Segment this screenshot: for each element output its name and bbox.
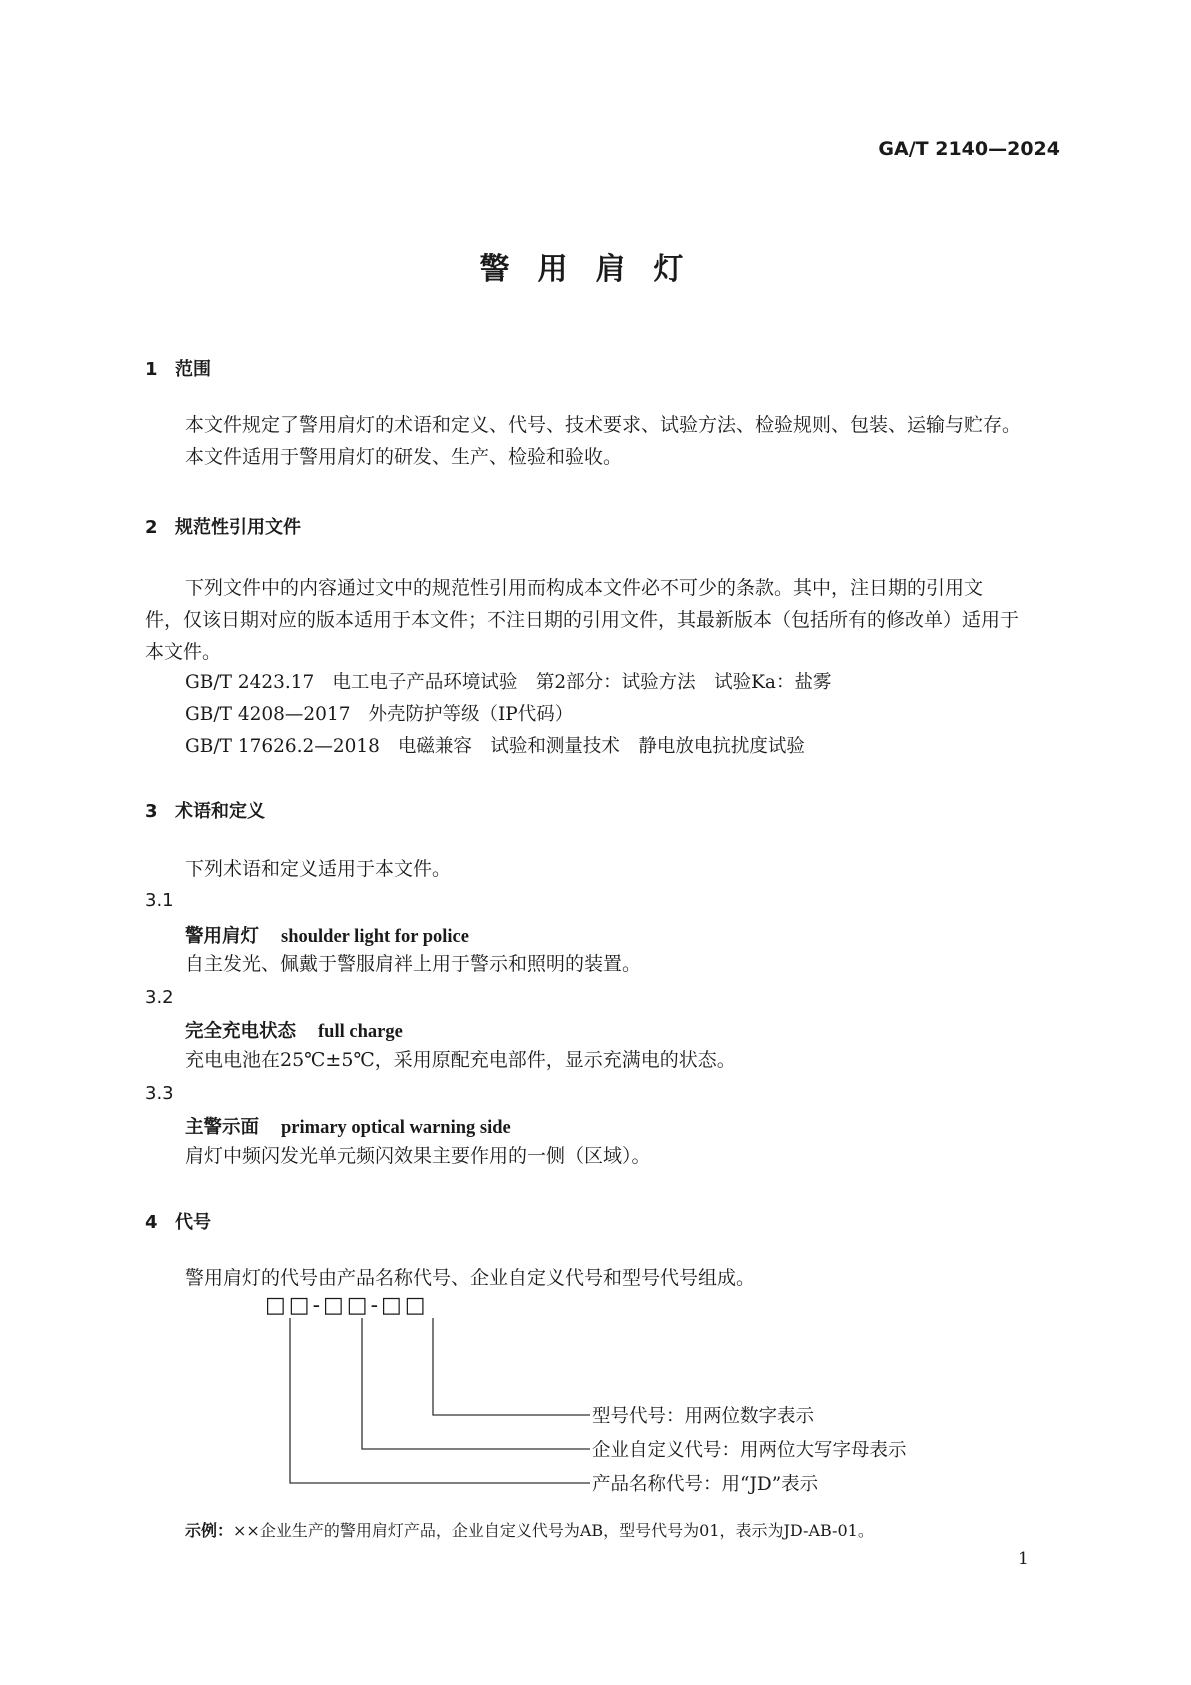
section-title: 范围 bbox=[175, 359, 211, 380]
page-title: 警用肩灯 bbox=[479, 252, 712, 287]
paragraph: 本文件适用于警用肩灯的研发、生产、检验和验收。 bbox=[185, 446, 623, 468]
reference-code: GB/T 17626.2—2018 bbox=[185, 736, 380, 757]
term-definition: 肩灯中频闪发光单元频闪效果主要作用的一侧（区域）。 bbox=[185, 1145, 651, 1167]
term-number: 3.1 bbox=[145, 890, 174, 911]
section-title: 术语和定义 bbox=[175, 801, 265, 822]
paragraph: 本文件规定了警用肩灯的术语和定义、代号、技术要求、试验方法、检验规则、包装、运输与贮存。 bbox=[185, 414, 1022, 436]
reference-code: GB/T 4208—2017 bbox=[185, 704, 351, 725]
section-number: 2 bbox=[145, 517, 158, 538]
leader-line-enterprise bbox=[362, 1318, 590, 1449]
reference-title: 外壳防护等级（IP代码） bbox=[368, 704, 574, 725]
page-number: 1 bbox=[1018, 1549, 1029, 1569]
reference-title: 电工电子产品环境试验 第2部分：试验方法 试验Ka：盐雾 bbox=[332, 672, 832, 693]
term-en: shoulder light for police bbox=[281, 927, 469, 947]
section-title: 规范性引用文件 bbox=[175, 517, 301, 538]
paragraph: 下列术语和定义适用于本文件。 bbox=[185, 858, 452, 880]
leader-line-product bbox=[290, 1318, 590, 1483]
section-number: 1 bbox=[145, 359, 158, 380]
term-zh: 警用肩灯 bbox=[185, 926, 260, 947]
document-code: GA/T 2140—2024 bbox=[878, 138, 1060, 160]
paragraph: 下列文件中的内容通过文中的规范性引用而构成本文件必不可少的条款。其中，注日期的引用文 bbox=[185, 577, 984, 599]
section-number: 4 bbox=[145, 1212, 158, 1233]
term-en: full charge bbox=[318, 1022, 403, 1042]
example-text: ××企业生产的警用肩灯产品，企业自定义代号为AB，型号代号为01，表示为JD-AB-01。 bbox=[233, 1521, 874, 1540]
term-number: 3.2 bbox=[145, 987, 174, 1008]
term-en: primary optical warning side bbox=[281, 1118, 511, 1138]
example-label: 示例： bbox=[185, 1521, 234, 1540]
section-title: 代号 bbox=[175, 1212, 211, 1233]
paragraph: 件，仅该日期对应的版本适用于本文件；不注日期的引用文件，其最新版本（包括所有的修改单）适用于 bbox=[145, 609, 1020, 631]
term-zh: 完全充电状态 bbox=[185, 1021, 297, 1042]
term-number: 3.3 bbox=[145, 1083, 174, 1104]
diagram-label-model: 型号代号：用两位数字表示 bbox=[592, 1406, 815, 1427]
reference-title: 电磁兼容 试验和测量技术 静电放电抗扰度试验 bbox=[397, 736, 805, 757]
term-definition: 充电电池在25℃±5℃，采用原配充电部件，显示充满电的状态。 bbox=[185, 1049, 736, 1071]
diagram-label-product: 产品名称代号：用“JD”表示 bbox=[592, 1474, 819, 1495]
section-number: 3 bbox=[145, 801, 158, 822]
term-definition: 自主发光、佩戴于警服肩袢上用于警示和照明的装置。 bbox=[185, 953, 642, 975]
code-template-boxes: □□-□□-□□ bbox=[265, 1293, 429, 1318]
example-note bbox=[185, 1518, 874, 1541]
leader-line-model bbox=[433, 1318, 590, 1415]
diagram-label-enterprise: 企业自定义代号：用两位大写字母表示 bbox=[592, 1440, 907, 1461]
reference-code: GB/T 2423.17 bbox=[185, 672, 315, 693]
paragraph: 警用肩灯的代号由产品名称代号、企业自定义代号和型号代号组成。 bbox=[185, 1267, 756, 1289]
term-zh: 主警示面 bbox=[185, 1117, 260, 1138]
paragraph: 本文件。 bbox=[145, 641, 222, 663]
